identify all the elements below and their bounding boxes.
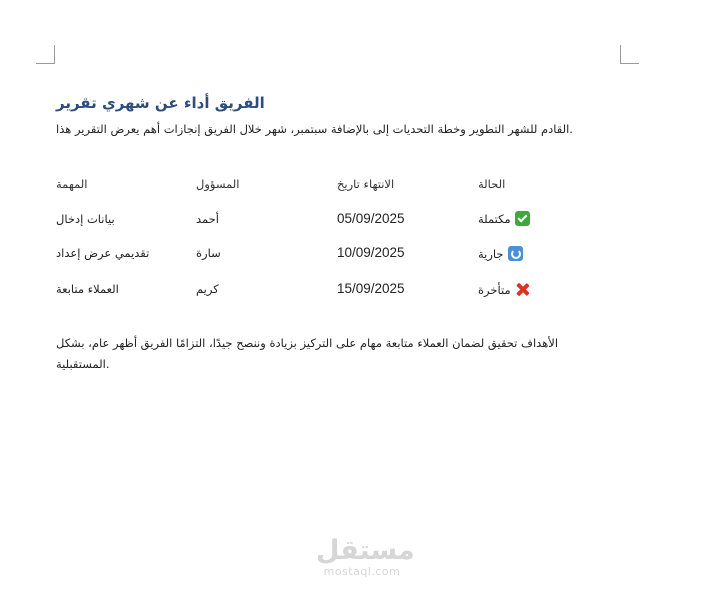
header-status: الحالة bbox=[478, 177, 506, 191]
crop-mark-top-right bbox=[620, 45, 639, 64]
row-2-status-label: جارية bbox=[478, 246, 504, 261]
conclusion-line-2: المستقبلية. bbox=[56, 357, 110, 371]
row-3-end-date: 15/09/2025 bbox=[337, 281, 405, 296]
row-1-owner: أحمد bbox=[196, 212, 219, 226]
row-2-status bbox=[478, 246, 523, 261]
header-end-date: الانتهاء تاريخ bbox=[337, 177, 395, 191]
row-3-owner: كريم bbox=[196, 282, 219, 296]
row-3-status bbox=[478, 282, 530, 297]
row-1-status-label: مكتملة bbox=[478, 211, 511, 226]
intro-paragraph: القادم للشهر التطوير وخطة التحديات إلى بالإضافة سبتمبر، شهر خلال الفريق إنجازات أهم يعرض التقرير هذا. bbox=[56, 122, 573, 136]
refresh-icon bbox=[508, 246, 523, 261]
row-1-task: بيانات إدخال bbox=[56, 212, 115, 226]
conclusion-line-1: الأهداف تحقيق لضمان العملاء متابعة مهام على التركيز بزيادة وننصح جيدًا، التزامًا الفريق أظهر عام، بشكل bbox=[56, 336, 559, 350]
header-owner: المسؤول bbox=[196, 177, 240, 191]
mostaql-watermark bbox=[316, 535, 415, 578]
conclusion-paragraph bbox=[56, 333, 596, 375]
row-3-status-label: متأخرة bbox=[478, 282, 511, 297]
row-2-task: تقديمي عرض إعداد bbox=[56, 246, 150, 260]
row-2-end-date: 10/09/2025 bbox=[337, 245, 405, 260]
watermark-site: mostaql.com bbox=[323, 565, 401, 578]
check-mark-icon bbox=[515, 211, 530, 226]
header-task: المهمة bbox=[56, 177, 88, 191]
report-title: الفريق أداء عن شهري تقرير bbox=[56, 94, 265, 112]
row-1-end-date: 05/09/2025 bbox=[337, 211, 405, 226]
watermark-logo: مستقل bbox=[316, 535, 415, 566]
crop-mark-top-left bbox=[36, 45, 55, 64]
row-2-owner: سارة bbox=[196, 246, 221, 260]
cross-mark-icon bbox=[515, 282, 530, 297]
row-1-status bbox=[478, 211, 530, 226]
row-3-task: العملاء متابعة bbox=[56, 282, 119, 296]
